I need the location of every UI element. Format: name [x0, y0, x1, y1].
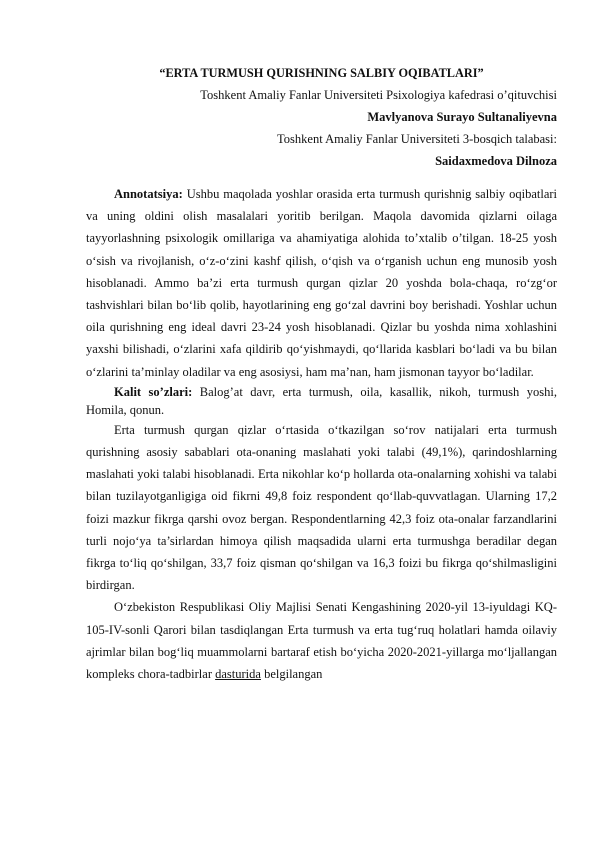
- paragraph-2-text: O‘zbekiston Respublikasi Oliy Majlisi Senati Kengashining 2020-yil 13-iyuldagi KQ-105-IV-sonli Qarori bilan tasdiqlangan Erta turmush va erta tug‘ruq holatlari hamda oilaviy ajrimlar bilan bog‘liq muammolarni bartaraf etish bo‘yicha 2020-2021-yillarga mo‘ljallangan kompleks chora-tadbirlar: [86, 600, 557, 682]
- keywords-text: Balog’at davr, erta turmush, oila, kasallik, nikoh, turmush yoshi, Homila, qonun.: [86, 384, 557, 417]
- author-2-name: Saidaxmedova Dilnoza: [435, 154, 557, 168]
- abstract-paragraph: [86, 183, 557, 383]
- abstract-text: Ushbu maqolada yoshlar orasida erta turmush qurishnig salbiy oqibatlari va uning oldini olish masalalari yoritib berilgan. Maqola davomida qizlarni oilaga tayyorlashning psixologik omillariga va ahamiyatiga alohida to’xtalib o’tilgan. 18-25 yosh o‘sish va rivojlanish, o‘z-o‘zini kashf qilish, o‘qish va o‘rganish uchun eng munosib yosh hisoblanadi. Ammo ba’zi erta turmush qurgan qizlar 20 yoshda bola-chaqa, ro‘zg‘or tashvishlari bilan bo‘lib qolib, hayotlarining eng go‘zal davrini boy berishadi. Yoshlar uchun oila qurishning eng ideal davri 23-24 yosh hisoblanadi. Qizlar bu yoshda nima xohlashini yaxshi bilishadi, o‘zlarini xafa qildirib qo‘yishmaydi, qo‘llarida kasblari bo‘ladi va bu bilan o‘zlarini ta’minlay oladilar va eng asosiysi, ham ma’nan, ham jismonan tayyor bo‘ladilar.: [86, 187, 557, 379]
- body-paragraph-1: Erta turmush qurgan qizlar o‘rtasida o‘tkazilgan so‘rov natijalari erta turmush qurishning asosiy sabablari ota-onaning maslahati yoki talabi (49,1%), qarindoshlarning maslahati yoki talabi hisoblanadi. Erta nikohlar ko‘p hollarda ota-onalarning xohishi va talabi bilan tuzilayotganligiga oid fikrni 49,8 foiz respondent qo‘llab-quvvatlagan. Ularning 17,2 foizi mazkur fikrga qarshi ovoz bergan. Respondentlarning 42,3 foiz ota-onalar farzandlarini turli nojo‘ya ta’sirlardan himoya qilish maqsadida ularni erta turmushga beradilar degan fikrga to‘liq qo‘shilgan, 33,7 foiz qisman qo‘shilgan va 16,3 foizi bu fikrga qo‘shilmasligini birdirgan.: [86, 422, 557, 593]
- author-2-affiliation: Toshkent Amaliy Fanlar Universiteti 3-bosqich talabasi:: [277, 132, 557, 146]
- author-1-name: Mavlyanova Surayo Sultanaliyevna: [367, 110, 557, 124]
- keywords-paragraph: [86, 383, 557, 419]
- dasturida-link[interactable]: dasturida: [215, 667, 261, 682]
- body-paragraph-2: [86, 596, 557, 685]
- abstract-label: Annotatsiya:: [114, 187, 183, 201]
- paper-title: “ERTA TURMUSH QURISHNING SALBIY OQIBATLARI”: [159, 66, 484, 80]
- paper-body: [86, 183, 557, 685]
- keywords-label: Kalit so’zlari:: [114, 384, 193, 399]
- paragraph-2-end: belgilangan: [260, 667, 323, 682]
- author-1-affiliation: Toshkent Amaliy Fanlar Universiteti Psixologiya kafedrasi o’qituvchisi: [200, 88, 557, 102]
